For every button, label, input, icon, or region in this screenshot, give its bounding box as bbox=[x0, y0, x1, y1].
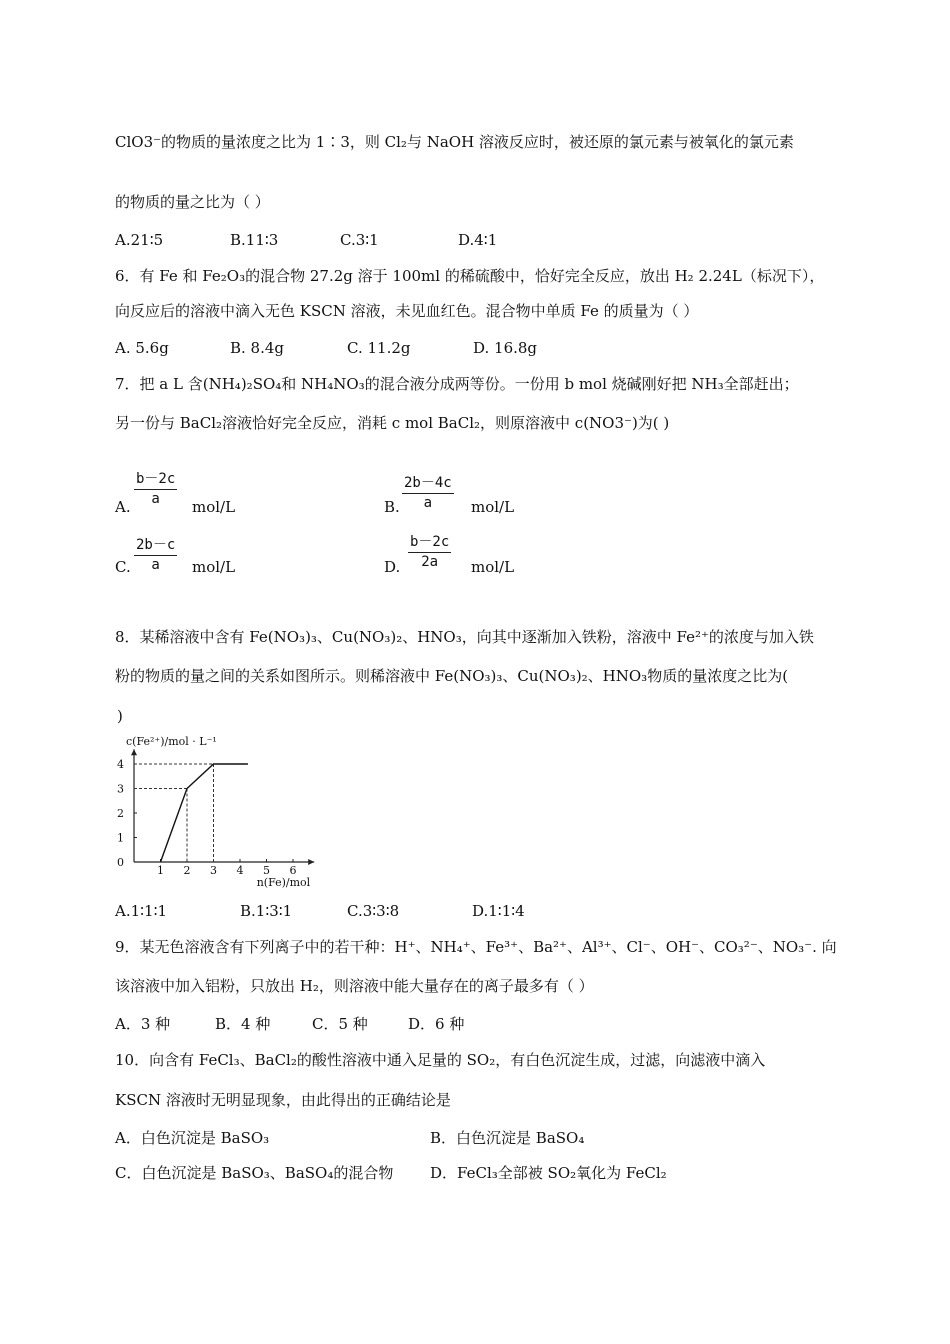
q9-option-a: A．3 种 bbox=[115, 1015, 171, 1033]
q6-option-d: D. 16.8g bbox=[473, 339, 538, 357]
fraction-denominator: 2a bbox=[421, 554, 439, 570]
y-tick-label: 2 bbox=[117, 807, 124, 820]
q7-option-c-letter: C. bbox=[115, 558, 131, 576]
q8-option-c: C.3∶3∶8 bbox=[347, 902, 400, 920]
q9-option-b: B．4 种 bbox=[215, 1015, 271, 1033]
fraction-numerator: 2b－4c bbox=[402, 472, 454, 494]
q7-option-a-letter: A. bbox=[115, 498, 131, 516]
q8-stem-line3: ) bbox=[117, 707, 123, 725]
y-tick-label: 0 bbox=[117, 856, 124, 869]
x-tick-label: 5 bbox=[263, 864, 270, 877]
q7-option-b-fraction bbox=[402, 472, 454, 511]
q7-option-c-fraction bbox=[134, 534, 177, 573]
q7-option-a-fraction bbox=[134, 468, 177, 507]
fe2-concentration-chart bbox=[112, 732, 347, 890]
x-tick-label: 2 bbox=[183, 864, 191, 877]
chart-marks bbox=[134, 764, 248, 862]
q8-stem-line1: 8．某稀溶液中含有 Fe(NO₃)₃、Cu(NO₃)₂、HNO₃，向其中逐渐加入铁粉，溶液中 Fe²⁺的浓度与加入铁 bbox=[115, 628, 814, 646]
q5-option-b: B.11∶3 bbox=[230, 231, 279, 249]
x-tick-label: 1 bbox=[157, 864, 164, 877]
y-tick-label: 1 bbox=[117, 831, 124, 845]
q5-option-c: C.3∶1 bbox=[340, 231, 379, 249]
q10-stem-line2: KSCN 溶液时无明显现象，由此得出的正确结论是 bbox=[115, 1091, 451, 1109]
fraction-numerator: b－2c bbox=[134, 468, 177, 490]
q6-stem-line2: 向反应后的溶液中滴入无色 KSCN 溶液，未见血红色。混合物中单质 Fe 的质量为（ ） bbox=[115, 302, 699, 320]
q7-option-d-fraction bbox=[408, 531, 451, 570]
x-tick-label: 4 bbox=[236, 864, 244, 877]
q9-option-c: C．5 种 bbox=[312, 1015, 368, 1033]
q6-stem-line1: 6．有 Fe 和 Fe₂O₃的混合物 27.2g 溶于 100ml 的稀硫酸中，恰好完全反应，放出 H₂ 2.24L（标况下）， bbox=[115, 267, 825, 285]
series-line bbox=[161, 764, 248, 862]
x-axis-arrow bbox=[308, 859, 314, 865]
q7-option-a-unit: mol/L bbox=[192, 498, 236, 516]
x-axis-label: n(Fe)/mol bbox=[256, 876, 311, 889]
fraction-denominator: a bbox=[151, 557, 160, 573]
q7-stem-line2: 另一份与 BaCl₂溶液恰好完全反应，消耗 c mol BaCl₂，则原溶液中 c(NO3⁻)为( ) bbox=[115, 414, 670, 432]
q9-option-d: D．6 种 bbox=[408, 1015, 465, 1033]
q5-stem-line2: 的物质的量之比为（ ） bbox=[115, 193, 270, 211]
q7-option-c-unit: mol/L bbox=[192, 558, 236, 576]
q7-stem-line1: 7．把 a L 含(NH₄)₂SO₄和 NH₄NO₃的混合液分成两等份。一份用 b mol 烧碱刚好把 NH₃全部赶出； bbox=[115, 375, 799, 393]
q7-option-b-unit: mol/L bbox=[471, 498, 515, 516]
q10-stem-line1: 10．向含有 FeCl₃、BaCl₂的酸性溶液中通入足量的 SO₂，有白色沉淀生成，过滤，向滤液中滴入 bbox=[115, 1051, 766, 1069]
q10-option-c: C．白色沉淀是 BaSO₃、BaSO₄的混合物 bbox=[115, 1164, 394, 1182]
x-tick-label: 6 bbox=[289, 864, 297, 877]
y-tick-label: 4 bbox=[117, 758, 124, 771]
fraction-numerator: b－2c bbox=[408, 531, 451, 553]
q5-option-a: A.21∶5 bbox=[115, 231, 164, 249]
q8-stem-line2: 粉的物质的量之间的关系如图所示。则稀溶液中 Fe(NO₃)₃、Cu(NO₃)₂、HNO₃物质的量浓度之比为( bbox=[115, 667, 789, 685]
fraction-denominator: a bbox=[151, 491, 160, 507]
q6-option-a: A. 5.6g bbox=[115, 339, 169, 357]
q8-option-d: D.1∶1∶4 bbox=[472, 902, 525, 920]
q5-stem-line1: ClO3⁻的物质的量浓度之比为 1∶3，则 Cl₂与 NaOH 溶液反应时，被还原的氯元素与被氧化的氯元素 bbox=[115, 133, 794, 151]
q7-option-d-letter: D. bbox=[384, 558, 401, 576]
q5-option-d: D.4∶1 bbox=[458, 231, 498, 249]
q6-option-b: B. 8.4g bbox=[230, 339, 285, 357]
y-tick-label: 3 bbox=[117, 782, 124, 796]
chart-axes bbox=[117, 735, 314, 889]
x-tick-label: 3 bbox=[210, 864, 217, 877]
q8-option-b: B.1∶3∶1 bbox=[240, 902, 293, 920]
q7-option-b-letter: B. bbox=[384, 498, 400, 516]
q10-option-d: D．FeCl₃全部被 SO₂氧化为 FeCl₂ bbox=[430, 1164, 667, 1182]
q9-stem-line2: 该溶液中加入铝粉，只放出 H₂，则溶液中能大量存在的离子最多有（ ） bbox=[115, 977, 594, 995]
q8-option-a: A.1∶1∶1 bbox=[115, 902, 168, 920]
y-axis-label: c(Fe²⁺)/mol · L⁻¹ bbox=[126, 735, 217, 748]
y-axis-arrow bbox=[131, 749, 137, 755]
q6-option-c: C. 11.2g bbox=[347, 339, 411, 357]
q7-option-d-unit: mol/L bbox=[471, 558, 515, 576]
fraction-numerator: 2b－c bbox=[134, 534, 177, 556]
fraction-denominator: a bbox=[423, 495, 433, 511]
q10-option-a: A．白色沉淀是 BaSO₃ bbox=[115, 1129, 270, 1147]
q9-stem-line1: 9．某无色溶液含有下列离子中的若干种：H⁺、NH₄⁺、Fe³⁺、Ba²⁺、Al³⁺、Cl⁻、OH⁻、CO₃²⁻、NO₃⁻. 向 bbox=[115, 938, 837, 956]
q10-option-b: B．白色沉淀是 BaSO₄ bbox=[430, 1129, 585, 1147]
